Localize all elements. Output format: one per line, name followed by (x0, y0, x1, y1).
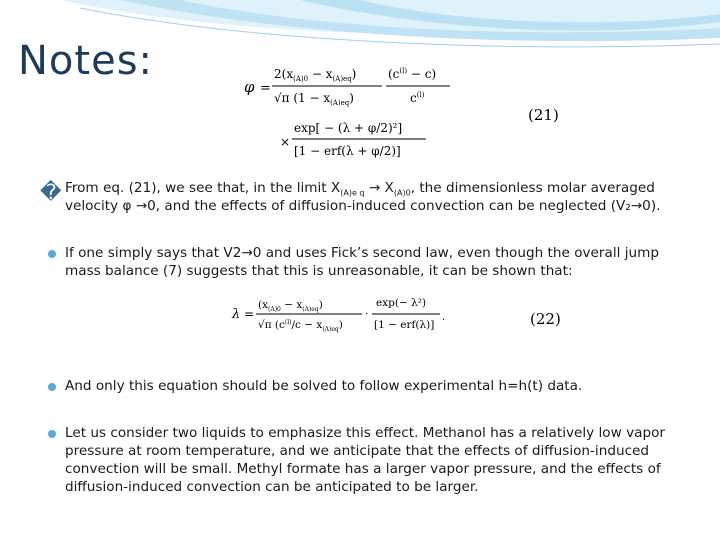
missing-glyph-icon: � (40, 180, 62, 204)
slide-title: Notes: (18, 38, 154, 84)
eq22-num-part2: − x (280, 299, 303, 311)
eq22-num-sub2: (A)eq (302, 306, 319, 313)
paragraph-1-text-b: → X (364, 180, 394, 196)
equation-22-image (228, 288, 454, 344)
eq22-lambda: λ (232, 307, 241, 322)
eq21-c-num-sup: (l) (399, 67, 408, 75)
paragraph-solve-note: And only this equation should be solved to follow experimental h=h(t) data. (65, 378, 583, 394)
svg-text:2(x(A)0 − x(A)eq) (274, 67, 356, 83)
eq22-period: . (442, 311, 446, 323)
svg-text:(x(A)0 − x(A)eq) (258, 299, 323, 313)
paragraph-limit-note (65, 179, 670, 215)
equation-21-number: (21) (528, 106, 559, 124)
paragraph-liquids-example: Let us consider two liquids to emphasize this effect. Methanol has a relatively low vapor pressure at room temperature, and we anticipate that the effects of diffusion-induced convection will be small. Methyl formate has a larger vapor pressure, and the effects of diffusion-induced convection can be anticipated to be larger. (65, 425, 665, 495)
eq22-num-sub1: (A)0 (268, 306, 281, 313)
equation-21-image (240, 58, 458, 160)
bullet-dot (48, 250, 56, 258)
eq22-den-sub2: (A)eq (322, 326, 339, 333)
eq21-c-den: c (410, 91, 417, 105)
eq21-den-part1: √π (1 − x (274, 91, 331, 105)
eq21-equals: = (260, 81, 271, 96)
eq21-num-part2: − x (308, 67, 333, 81)
eq21-erf: [1 − erf(λ + φ/2)] (294, 144, 401, 158)
svg-text:c(l) (410, 91, 425, 105)
eq21-num-part1: 2(x (274, 67, 294, 81)
eq21-num-sub1: (A)0 (293, 75, 309, 83)
paragraph-1-sub-1: (A)e q (340, 188, 365, 198)
eq21-phi: φ (244, 78, 255, 96)
bullet-dot (48, 430, 56, 438)
eq21-times: × (280, 135, 291, 149)
svg-text:√π (c(l)/c − x(A)eq) (258, 319, 343, 333)
equation-22-number: (22) (530, 310, 561, 328)
eq22-den-part3: ) (338, 319, 343, 331)
eq21-num-sub2: (A)eq (332, 75, 352, 83)
eq22-erf: [1 − erf(λ)] (374, 319, 435, 331)
eq21-c-den-sup: (l) (416, 91, 425, 99)
paragraph-1-sub-2: (A)0 (393, 188, 411, 198)
eq22-den-part1: √π (c (258, 319, 285, 331)
eq22-num-part1: (x (258, 299, 269, 311)
eq22-den-sup1: (l) (284, 319, 292, 326)
eq22-num-part3: ) (318, 299, 323, 311)
svg-text:√π (1 − x(A)eq) (274, 91, 354, 107)
svg-text:(c(l) − c) (388, 67, 436, 81)
eq22-den-part2: /c − x (291, 319, 323, 331)
eq21-c-num2: − c) (407, 67, 437, 81)
eq22-times: · (365, 308, 369, 320)
paragraph-fick-law: If one simply says that V2→0 and uses Fick’s second law, even though the overall jump mass balance (7) suggests that this is unreasonable, it can be shown that: (65, 245, 659, 279)
eq22-exp: exp(− λ²) (376, 297, 427, 309)
eq22-equals: = (244, 307, 255, 321)
eq21-num-part3: ) (351, 67, 357, 81)
eq21-den-part2: ) (349, 91, 354, 105)
eq21-c-num: (c (388, 67, 400, 81)
eq21-exp: exp[ − (λ + φ/2)²] (294, 121, 403, 135)
eq21-den-sub1: (A)eq (330, 99, 350, 107)
paragraph-1-text-c: , the dimensionless molar averaged velocity φ →0, and the effects of diffusion-induced convection can be neglected (V₂→0). (65, 180, 661, 214)
paragraph-1-text-a: From eq. (21), we see that, in the limit X (65, 180, 341, 196)
bullet-dot (48, 383, 56, 391)
